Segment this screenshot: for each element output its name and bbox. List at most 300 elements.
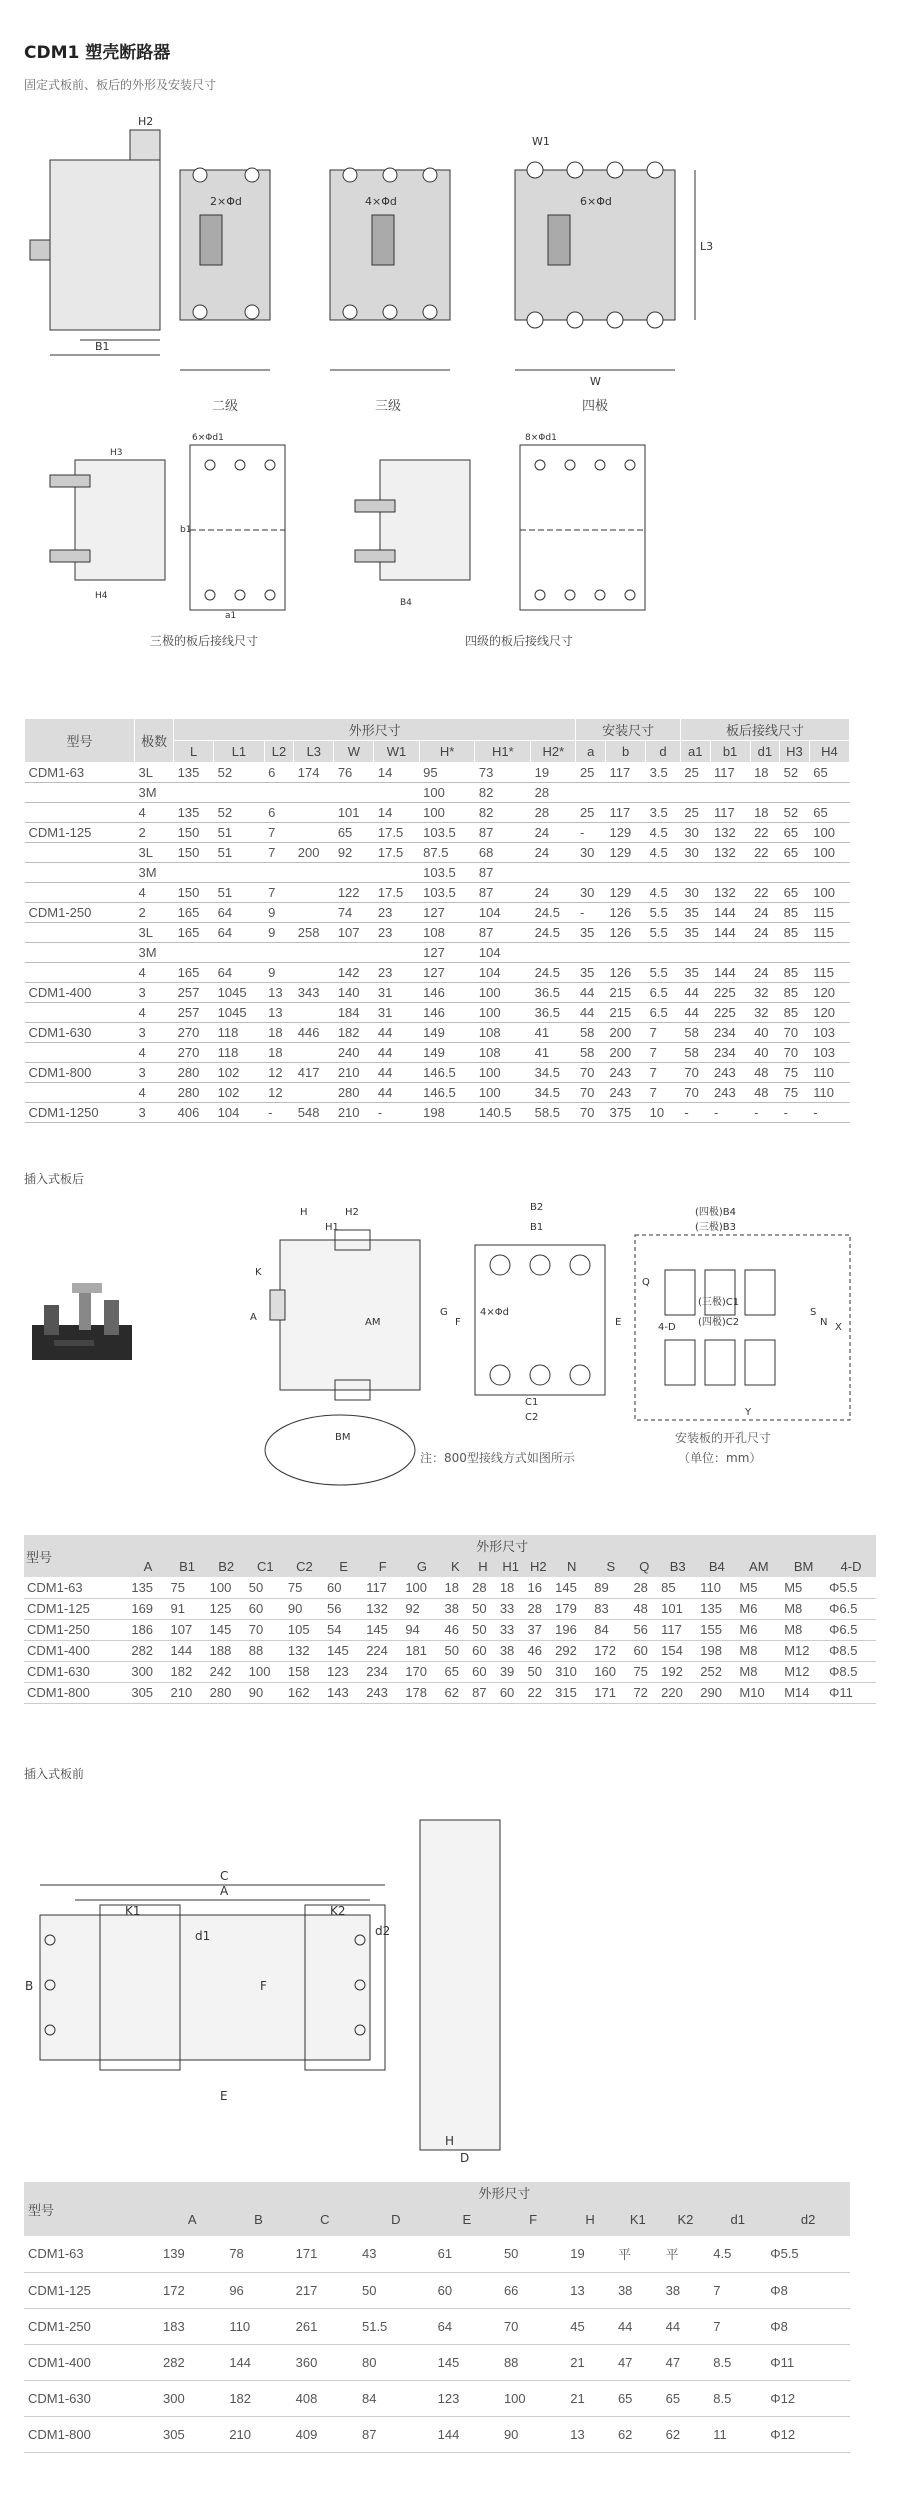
- table-cell: 56: [630, 1619, 658, 1640]
- table-cell: 200: [606, 1043, 646, 1063]
- table-cell: 144: [167, 1640, 206, 1661]
- table-cell: -: [750, 1103, 780, 1123]
- table-cell: 146.5: [419, 1063, 475, 1083]
- table3-col-1: B: [225, 2202, 291, 2236]
- table2-col-4: C2: [285, 1556, 324, 1577]
- table-cell: 34.5: [531, 1083, 576, 1103]
- table-cell: 4: [135, 1043, 174, 1063]
- table-cell: 60: [324, 1577, 363, 1598]
- table-row: [24, 1661, 876, 1682]
- table-cell: 135: [174, 763, 214, 783]
- table-cell: 60: [469, 1661, 497, 1682]
- table-cell: 210: [334, 1063, 374, 1083]
- table-cell: 243: [606, 1063, 646, 1083]
- table3-col-5: F: [500, 2202, 566, 2236]
- table-cell: 243: [710, 1083, 750, 1103]
- table1-col-13: b1: [710, 741, 750, 763]
- table-cell: 58: [680, 1043, 710, 1063]
- table-cell: 258: [294, 923, 334, 943]
- table-cell: 21: [566, 2344, 614, 2380]
- table-cell: [374, 783, 419, 803]
- table-cell: M8: [781, 1598, 826, 1619]
- table-cell: 144: [710, 923, 750, 943]
- table3-col-0: A: [159, 2202, 225, 2236]
- dim-c1: C1: [525, 1397, 539, 1408]
- table-cell: [646, 863, 681, 883]
- table-cell: 135: [128, 1577, 167, 1598]
- table-cell: 135: [174, 803, 214, 823]
- table-cell: 100: [419, 803, 475, 823]
- table-cell: 46: [524, 1640, 552, 1661]
- table-cell: 24: [750, 963, 780, 983]
- table-cell: M6: [736, 1598, 781, 1619]
- table-cell: 182: [167, 1661, 206, 1682]
- table-cell: 87: [475, 923, 531, 943]
- table-cell: M5: [736, 1577, 781, 1598]
- table-cell: 8.5: [709, 2344, 766, 2380]
- table-cell: CDM1-63: [25, 763, 135, 783]
- table-cell: 234: [363, 1661, 402, 1682]
- table-cell: 224: [363, 1640, 402, 1661]
- dim-h: H: [445, 2134, 455, 2148]
- table-cell: 50: [469, 1598, 497, 1619]
- table-cell: CDM1-400: [24, 2344, 159, 2380]
- table-cell: 102: [214, 1083, 265, 1103]
- table-cell: 60: [434, 2272, 500, 2308]
- table-cell: 4: [135, 883, 174, 903]
- table-cell: M8: [781, 1619, 826, 1640]
- table-cell: 104: [214, 1103, 265, 1123]
- table2-col-14: Q: [630, 1556, 658, 1577]
- dim-n: N: [820, 1317, 828, 1328]
- table-cell: 132: [710, 843, 750, 863]
- table-cell: 446: [294, 1023, 334, 1043]
- table-cell: 47: [662, 2344, 710, 2380]
- table-cell: [374, 863, 419, 883]
- table-cell: 83: [591, 1598, 630, 1619]
- table-cell: CDM1-250: [25, 903, 135, 923]
- table-cell: 7: [709, 2272, 766, 2308]
- dim-k1: K1: [125, 1904, 141, 1918]
- dim-x: X: [835, 1322, 842, 1333]
- dim-a: A: [220, 1884, 229, 1898]
- table-cell: Φ8.5: [826, 1661, 876, 1682]
- table1-col-5: W1: [374, 741, 419, 763]
- dim-d: D: [460, 2151, 470, 2165]
- table-cell: 100: [207, 1577, 246, 1598]
- table-cell: 85: [780, 923, 810, 943]
- table-cell: 82: [475, 783, 531, 803]
- table-cell: 44: [374, 1023, 419, 1043]
- table-cell: [25, 943, 135, 963]
- table-cell: [710, 783, 750, 803]
- table-cell: 46: [441, 1619, 469, 1640]
- table-cell: 200: [294, 843, 334, 863]
- table-cell: [334, 863, 374, 883]
- table-cell: 257: [174, 1003, 214, 1023]
- dim-d2: d2: [375, 1924, 391, 1938]
- table-cell: 19: [531, 763, 576, 783]
- table-cell: 17.5: [374, 823, 419, 843]
- page-subtitle: 固定式板前、板后的外形及安装尺寸: [24, 78, 217, 92]
- table-cell: 171: [591, 1682, 630, 1703]
- table-row: [24, 1577, 876, 1598]
- table-cell: 18: [441, 1577, 469, 1598]
- table-cell: [294, 1083, 334, 1103]
- table-cell: 24.5: [531, 903, 576, 923]
- table-cell: 7: [709, 2308, 766, 2344]
- dim-w1: W1: [532, 135, 550, 148]
- table-row: [25, 883, 850, 903]
- table-cell: 30: [680, 883, 710, 903]
- table-cell: [214, 863, 265, 883]
- table-cell: 31: [374, 983, 419, 1003]
- table-cell: [294, 803, 334, 823]
- table2-col-16: B4: [697, 1556, 736, 1577]
- table-cell: 160: [591, 1661, 630, 1682]
- table-cell: [531, 863, 576, 883]
- table-cell: [334, 783, 374, 803]
- table-cell: 290: [697, 1682, 736, 1703]
- table-cell: 85: [780, 1003, 810, 1023]
- table-cell: [25, 1083, 135, 1103]
- table-cell: [264, 863, 294, 883]
- table2-col-1: B1: [167, 1556, 206, 1577]
- table2-col-13: S: [591, 1556, 630, 1577]
- label-four-pole: 四极: [582, 399, 609, 414]
- table-cell: 100: [475, 1063, 531, 1083]
- table-cell: 68: [475, 843, 531, 863]
- table-cell: [606, 943, 646, 963]
- table3-col-4: E: [434, 2202, 500, 2236]
- table-cell: 38: [662, 2272, 710, 2308]
- table-cell: [294, 783, 334, 803]
- dim-b4: (四极)B4: [695, 1207, 737, 1218]
- table-cell: 4: [135, 803, 174, 823]
- table-plugin-front: [24, 2182, 850, 2453]
- table-cell: 184: [334, 1003, 374, 1023]
- table-cell: 73: [475, 763, 531, 783]
- dim-h2: H2: [138, 115, 154, 128]
- table-cell: 146: [419, 1003, 475, 1023]
- table-cell: 54: [324, 1619, 363, 1640]
- table-cell: 240: [334, 1043, 374, 1063]
- table-cell: [680, 783, 710, 803]
- table-cell: 28: [469, 1577, 497, 1598]
- table2-col-9: H: [469, 1556, 497, 1577]
- table-cell: [294, 943, 334, 963]
- table-cell: CDM1-125: [24, 1598, 128, 1619]
- table-cell: 32: [750, 983, 780, 1003]
- table-cell: 96: [225, 2272, 291, 2308]
- table-cell: 103.5: [419, 883, 475, 903]
- table-cell: 270: [174, 1043, 214, 1063]
- table1-col-6: H*: [419, 741, 475, 763]
- table2-col-0: A: [128, 1556, 167, 1577]
- table-cell: 58: [576, 1023, 606, 1043]
- table-cell: 25: [680, 803, 710, 823]
- table-cell: 100: [475, 983, 531, 1003]
- table-row: [25, 823, 850, 843]
- table-cell: 243: [606, 1083, 646, 1103]
- table-cell: 3L: [135, 843, 174, 863]
- table-cell: 85: [780, 963, 810, 983]
- table-cell: 110: [697, 1577, 736, 1598]
- table-cell: 62: [614, 2416, 662, 2452]
- diagram-back-wiring: [20, 420, 680, 650]
- table-cell: 115: [809, 963, 849, 983]
- table-cell: 58.5: [531, 1103, 576, 1123]
- table-cell: 39: [497, 1661, 525, 1682]
- table-row: [25, 1023, 850, 1043]
- table-cell: 11: [709, 2416, 766, 2452]
- table-cell: 100: [402, 1577, 441, 1598]
- table-cell: 50: [246, 1577, 285, 1598]
- table-cell: 132: [285, 1640, 324, 1661]
- table-cell: 52: [214, 803, 265, 823]
- table-cell: [264, 783, 294, 803]
- dim-f: F: [260, 1979, 267, 1993]
- table-cell: [25, 1003, 135, 1023]
- table-cell: 13: [566, 2416, 614, 2452]
- breaker-photo: [24, 1255, 144, 1375]
- table-cell: Φ6.5: [826, 1619, 876, 1640]
- table-cell: 75: [167, 1577, 206, 1598]
- table-cell: 87: [475, 883, 531, 903]
- table-cell: 75: [285, 1577, 324, 1598]
- table-row: [25, 943, 850, 963]
- table-cell: 188: [207, 1640, 246, 1661]
- table-cell: 409: [292, 2416, 358, 2452]
- table-cell: 70: [576, 1103, 606, 1123]
- table1-col-16: H4: [809, 741, 849, 763]
- table-cell: 7: [264, 843, 294, 863]
- table-cell: 102: [214, 1063, 265, 1083]
- table-cell: 3.5: [646, 803, 681, 823]
- table-cell: 100: [246, 1661, 285, 1682]
- table-cell: CDM1-63: [24, 2236, 159, 2272]
- table-cell: 252: [697, 1661, 736, 1682]
- table-cell: 7: [646, 1063, 681, 1083]
- table2-col-18: BM: [781, 1556, 826, 1577]
- table-cell: 122: [334, 883, 374, 903]
- table-cell: 120: [809, 1003, 849, 1023]
- table-cell: 234: [710, 1023, 750, 1043]
- table-cell: 24: [531, 823, 576, 843]
- table-cell: 7: [646, 1083, 681, 1103]
- table-cell: 14: [374, 763, 419, 783]
- table-cell: 243: [710, 1063, 750, 1083]
- table-cell: 92: [402, 1598, 441, 1619]
- table-cell: 127: [419, 903, 475, 923]
- table-cell: 85: [780, 903, 810, 923]
- table-cell: CDM1-125: [25, 823, 135, 843]
- table-cell: [294, 883, 334, 903]
- table-cell: 28: [531, 783, 576, 803]
- table-cell: 107: [334, 923, 374, 943]
- table-row: [25, 1003, 850, 1023]
- table-cell: 108: [419, 923, 475, 943]
- table-cell: 36.5: [531, 983, 576, 1003]
- table-cell: 126: [606, 903, 646, 923]
- table-cell: [750, 943, 780, 963]
- th2-model: 型号: [24, 1535, 128, 1577]
- table-cell: 4.5: [646, 843, 681, 863]
- table-row: [24, 1682, 876, 1703]
- dim-4d: 4×Φd: [365, 195, 397, 208]
- diagram-plugin-front: [20, 1790, 520, 2170]
- table-cell: 215: [606, 1003, 646, 1023]
- table-cell: 108: [475, 1043, 531, 1063]
- table-cell: 7: [264, 823, 294, 843]
- table-cell: 118: [214, 1023, 265, 1043]
- table3-col-9: d1: [709, 2202, 766, 2236]
- table-cell: 70: [680, 1063, 710, 1083]
- dim-b4: B4: [400, 598, 412, 608]
- table-cell: 149: [419, 1043, 475, 1063]
- table2-col-12: N: [552, 1556, 591, 1577]
- table-cell: 19: [566, 2236, 614, 2272]
- table-cell: 70: [780, 1023, 810, 1043]
- table-cell: 100: [475, 1003, 531, 1023]
- table-cell: 183: [159, 2308, 225, 2344]
- table-cell: [646, 783, 681, 803]
- dim-6d1: 6×Φd1: [192, 433, 224, 443]
- table-cell: 12: [264, 1083, 294, 1103]
- dim-b3: (三极)B3: [695, 1222, 737, 1233]
- table-cell: [174, 783, 214, 803]
- table-cell: 89: [591, 1577, 630, 1598]
- table-cell: CDM1-630: [24, 1661, 128, 1682]
- table-cell: 261: [292, 2308, 358, 2344]
- table-cell: 65: [809, 763, 849, 783]
- table-cell: 144: [225, 2344, 291, 2380]
- table-cell: 52: [214, 763, 265, 783]
- table-cell: 172: [591, 1640, 630, 1661]
- dim-b2: B2: [530, 1202, 544, 1213]
- table-cell: Φ8: [766, 2272, 850, 2308]
- table-cell: 104: [475, 943, 531, 963]
- table-cell: 165: [174, 923, 214, 943]
- table-cell: 50: [358, 2272, 434, 2308]
- table-cell: CDM1-800: [25, 1063, 135, 1083]
- table-cell: [606, 783, 646, 803]
- table-cell: 4.5: [646, 823, 681, 843]
- table-cell: 10: [646, 1103, 681, 1123]
- table-cell: [334, 943, 374, 963]
- table-cell: 70: [246, 1619, 285, 1640]
- table-cell: [780, 863, 810, 883]
- table-cell: 60: [469, 1640, 497, 1661]
- table-cell: 48: [630, 1598, 658, 1619]
- table-cell: 100: [809, 823, 849, 843]
- table-cell: 280: [334, 1083, 374, 1103]
- th3-model: 型号: [24, 2182, 159, 2236]
- table-cell: 51: [214, 823, 265, 843]
- table-cell: 146: [419, 983, 475, 1003]
- th-mount: 安装尺寸: [576, 719, 680, 741]
- table-cell: -: [264, 1103, 294, 1123]
- table-cell: [25, 863, 135, 883]
- table-cell: 33: [497, 1619, 525, 1640]
- dim-h1: H1: [325, 1222, 339, 1233]
- table-cell: 117: [606, 803, 646, 823]
- table-row: [24, 2380, 850, 2416]
- table-cell: 123: [434, 2380, 500, 2416]
- table-cell: 100: [809, 843, 849, 863]
- table-cell: [531, 943, 576, 963]
- table-cell: 408: [292, 2380, 358, 2416]
- table-cell: 117: [363, 1577, 402, 1598]
- dim-c2: C2: [525, 1412, 539, 1423]
- table-cell: 30: [680, 823, 710, 843]
- table-cell: [25, 803, 135, 823]
- table-cell: CDM1-630: [25, 1023, 135, 1043]
- table-cell: 44: [662, 2308, 710, 2344]
- table-cell: 117: [658, 1619, 697, 1640]
- diagram-plugin-rear: [240, 1190, 860, 1510]
- table-cell: 3: [135, 1023, 174, 1043]
- table-cell: 103: [809, 1023, 849, 1043]
- table-cell: 30: [576, 843, 606, 863]
- table-cell: 90: [285, 1598, 324, 1619]
- table-cell: Φ8: [766, 2308, 850, 2344]
- table-cell: 95: [419, 763, 475, 783]
- table-cell: [174, 943, 214, 963]
- table-cell: 66: [500, 2272, 566, 2308]
- table1-col-9: a: [576, 741, 606, 763]
- table-cell: Φ6.5: [826, 1598, 876, 1619]
- table-cell: 18: [750, 763, 780, 783]
- table-cell: CDM1-125: [24, 2272, 159, 2308]
- table-cell: 4: [135, 1003, 174, 1023]
- table-cell: 257: [174, 983, 214, 1003]
- table-row: [24, 1598, 876, 1619]
- table-cell: 65: [662, 2380, 710, 2416]
- table-cell: 315: [552, 1682, 591, 1703]
- table-cell: 3M: [135, 863, 174, 883]
- table-cell: 23: [374, 963, 419, 983]
- th-outer: 外形尺寸: [174, 719, 576, 741]
- table2-col-3: C1: [246, 1556, 285, 1577]
- table-cell: [710, 863, 750, 883]
- table-cell: 38: [497, 1640, 525, 1661]
- table-cell: 7: [646, 1023, 681, 1043]
- table-cell: [646, 943, 681, 963]
- table3-col-8: K2: [662, 2202, 710, 2236]
- table-cell: 90: [246, 1682, 285, 1703]
- table-cell: CDM1-800: [24, 1682, 128, 1703]
- table-cell: 52: [780, 803, 810, 823]
- dim-b1: B1: [530, 1222, 544, 1233]
- table-cell: M5: [781, 1577, 826, 1598]
- table1-col-3: L3: [294, 741, 334, 763]
- table-cell: 305: [159, 2416, 225, 2452]
- table-cell: 37: [524, 1619, 552, 1640]
- table-cell: 210: [167, 1682, 206, 1703]
- table-cell: 35: [680, 923, 710, 943]
- table-cell: 300: [159, 2380, 225, 2416]
- dim-4d: 4×Φd: [480, 1307, 509, 1318]
- table-cell: 65: [780, 883, 810, 903]
- table-cell: 60: [630, 1640, 658, 1661]
- table1-col-7: H1*: [475, 741, 531, 763]
- table-cell: CDM1-250: [24, 1619, 128, 1640]
- table-row: [24, 2416, 850, 2452]
- table3-col-3: D: [358, 2202, 434, 2236]
- table-cell: 101: [658, 1598, 697, 1619]
- table-cell: 38: [614, 2272, 662, 2308]
